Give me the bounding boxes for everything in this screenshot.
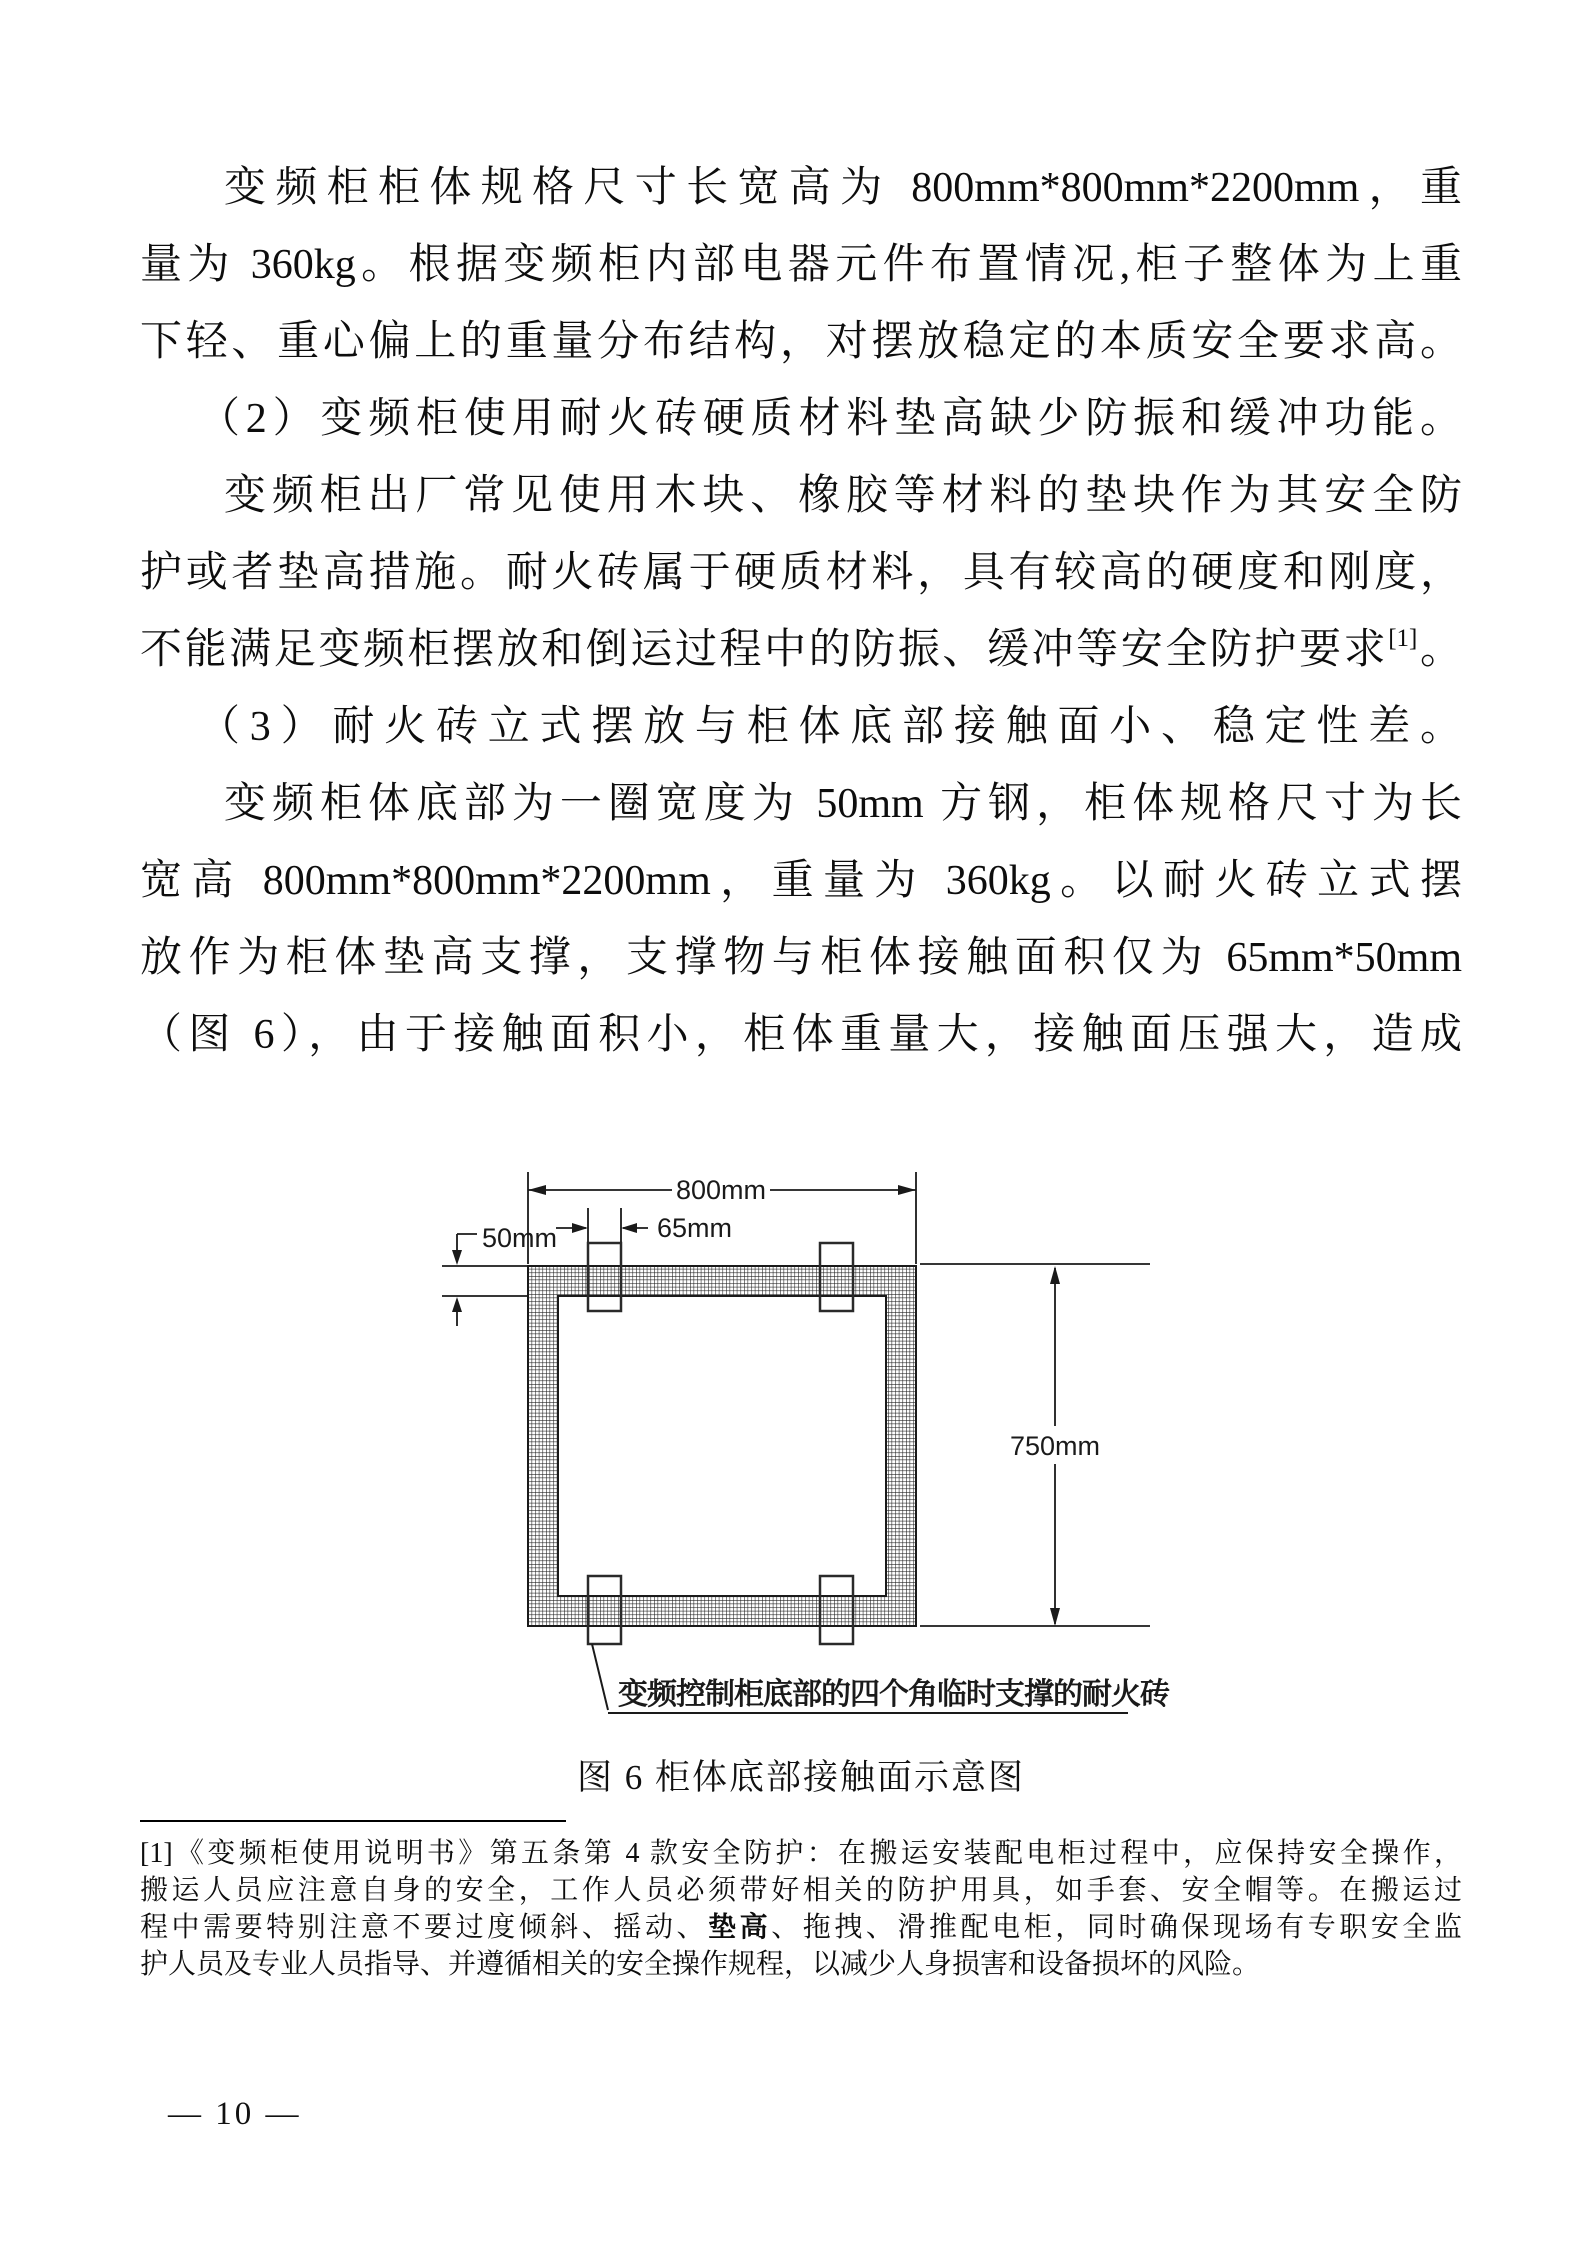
body-line: （2）变频柜使用耐火砖硬质材料垫高缺少防振和缓冲功能。 — [198, 396, 1462, 442]
footnote-text: 程中需要特别注意不要过度倾斜、摇动、 — [140, 1912, 709, 1943]
dim-65-label: 65mm — [657, 1213, 733, 1243]
body-line: （图 6），由于接触面积小，柜体重量大，接触面压强大，造成 — [140, 1012, 1462, 1058]
figure-caption: 图 6 柜体底部接触面示意图 — [576, 1758, 1025, 1797]
arrowhead — [528, 1185, 546, 1195]
footnote-bold-text: 垫高 — [708, 1912, 772, 1943]
body-line: 量为 360kg。根据变频柜内部电器元件布置情况,柜子整体为上重 — [140, 242, 1462, 288]
body-line: 宽高 800mm*800mm*2200mm，重量为 360kg。以耐火砖立式摆 — [140, 858, 1462, 904]
footnote-text: 、拖拽、滑推配电柜，同时确保现场有专职安全监 — [771, 1912, 1462, 1943]
footnote-line: 护人员及专业人员指导、并遵循相关的安全操作规程，以减少人身损害和设备损坏的风险。 — [140, 1949, 1261, 1980]
arrowhead — [572, 1223, 588, 1233]
dim-50-label: 50mm — [482, 1223, 558, 1253]
footnote-divider — [140, 1820, 566, 1822]
body-line: 变频柜体底部为一圈宽度为 50mm 方钢，柜体规格尺寸为长 — [224, 781, 1462, 827]
body-text — [140, 150, 1462, 1074]
footnote — [140, 1835, 1462, 1983]
footnote-line: [1]《变频柜使用说明书》第五条第 4 款安全防护：在搬运安装配电柜过程中，应保持安全操作， — [140, 1838, 1462, 1869]
body-line: 变频柜柜体规格尺寸长宽高为 800mm*800mm*2200mm，重 — [224, 165, 1462, 211]
body-line-text: 。 — [1417, 627, 1462, 673]
arrowhead — [452, 1297, 462, 1312]
body-line — [140, 612, 1462, 689]
arrowhead — [452, 1250, 462, 1265]
body-line: 变频柜出厂常见使用木块、橡胶等材料的垫块作为其安全防 — [224, 473, 1462, 519]
dim-750-label: 750mm — [1009, 1431, 1101, 1461]
body-line: （3）耐火砖立式摆放与柜体底部接触面小、稳定性差。 — [198, 704, 1462, 750]
page-number: — 10 — — [168, 2096, 302, 2132]
arrowhead — [1050, 1266, 1060, 1284]
dim-800-label: 800mm — [675, 1175, 767, 1205]
footnote-ref-mark: [1] — [1388, 625, 1418, 652]
footnote-line: 搬运人员应注意自身的安全，工作人员必须带好相关的防护用具，如手套、安全帽等。在搬运过 — [140, 1875, 1462, 1906]
body-line: 放作为柜体垫高支撑，支撑物与柜体接触面积仅为 65mm*50mm — [140, 935, 1462, 981]
arrowhead — [621, 1223, 637, 1233]
figure-diagram — [420, 1150, 1320, 1750]
arrowhead — [898, 1185, 916, 1195]
footnote-line — [140, 1909, 1462, 1946]
figure-callout-label: 变频控制柜底部的四个角临时支撑的耐火砖 — [618, 1678, 1169, 1711]
steel-frame-ring — [528, 1266, 916, 1626]
body-line: 下轻、重心偏上的重量分布结构，对摆放稳定的本质安全要求高。 — [140, 319, 1462, 365]
body-line: 护或者垫高措施。耐火砖属于硬质材料，具有较高的硬度和刚度， — [140, 550, 1462, 596]
arrowhead — [1050, 1608, 1060, 1626]
body-line-text: 不能满足变频柜摆放和倒运过程中的防振、缓冲等安全防护要求 — [140, 627, 1389, 673]
